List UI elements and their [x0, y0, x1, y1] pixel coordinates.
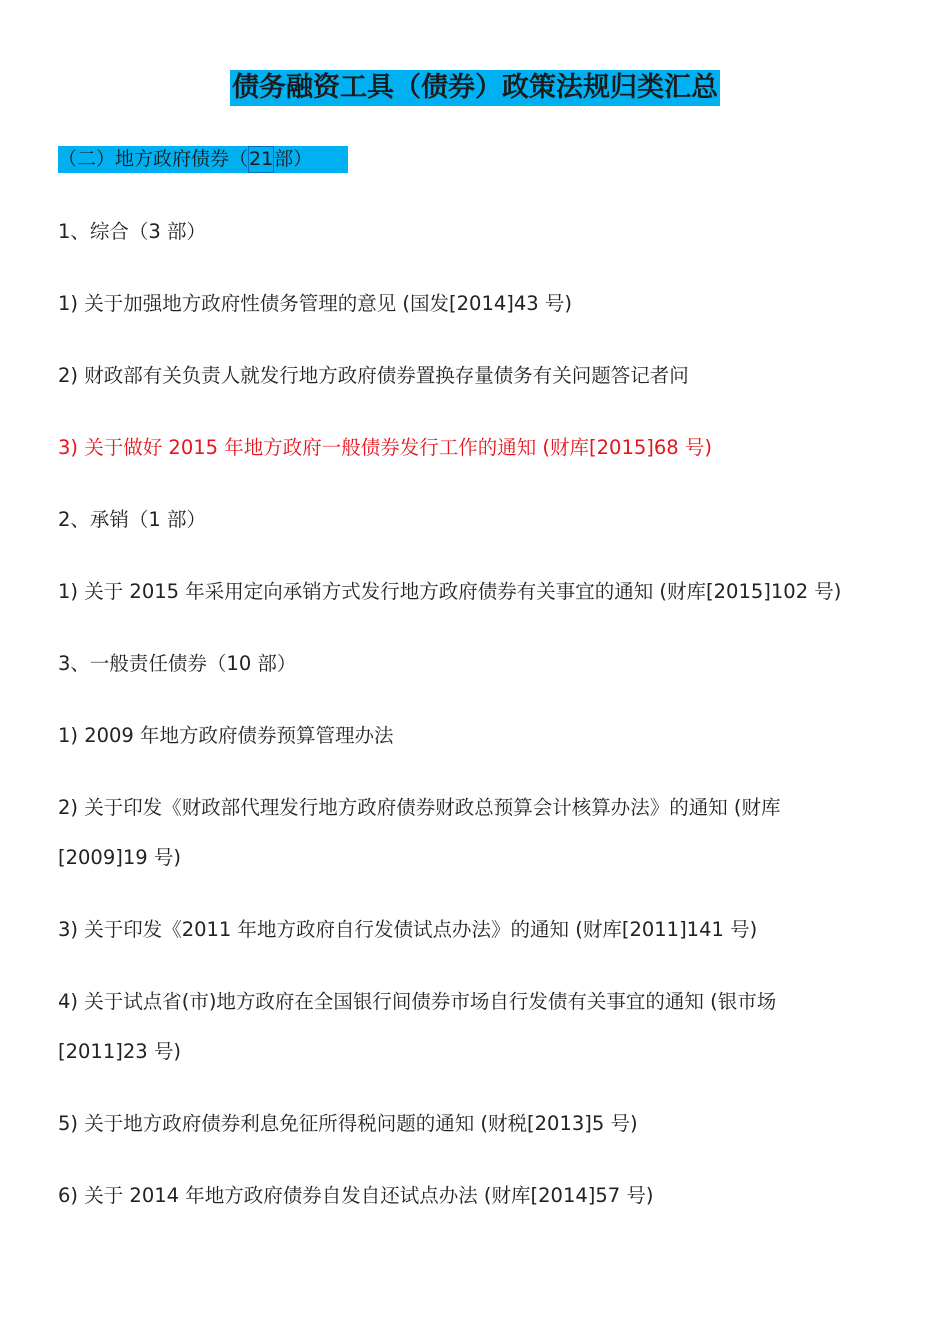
list-item: 1) 2009 年地方政府债券预算管理办法 — [58, 724, 394, 747]
section-heading — [58, 146, 348, 173]
category-heading-general-bonds: 3、一般责任债券（10 部） — [58, 652, 297, 675]
category-heading-comprehensive: 1、综合（3 部） — [58, 220, 207, 243]
list-item: 1) 关于加强地方政府性债务管理的意见 (国发[2014]43 号) — [58, 292, 572, 315]
list-item: 2) 财政部有关负责人就发行地方政府债券置换存量债务有关问题答记者问 — [58, 364, 689, 387]
list-item: 5) 关于地方政府债券利息免征所得税问题的通知 (财税[2013]5 号) — [58, 1112, 638, 1135]
category-heading-underwriting: 2、承销（1 部） — [58, 508, 207, 531]
list-item: 3) 关于印发《2011 年地方政府自行发债试点办法》的通知 (财库[2011]141 号) — [58, 918, 758, 941]
title-container — [0, 70, 950, 106]
list-item-continuation: [2009]19 号) — [58, 846, 181, 869]
list-item-highlighted: 3) 关于做好 2015 年地方政府一般债券发行工作的通知 (财库[2015]68 号) — [58, 436, 713, 459]
list-item: 2) 关于印发《财政部代理发行地方政府债券财政总预算会计核算办法》的通知 (财库 — [58, 796, 781, 819]
list-item: 6) 关于 2014 年地方政府债券自发自还试点办法 (财库[2014]57 号) — [58, 1184, 654, 1207]
document-title: 债务融资工具（债券）政策法规归类汇总 — [230, 70, 720, 106]
section-heading-count: 21 — [248, 146, 274, 173]
list-item: 1) 关于 2015 年采用定向承销方式发行地方政府债券有关事宜的通知 (财库[2015]102 号) — [58, 580, 842, 603]
list-item: 4) 关于试点省(市)地方政府在全国银行间债券市场自行发债有关事宜的通知 (银市场 — [58, 990, 777, 1013]
section-heading-prefix: （二）地方政府债券（ — [58, 148, 249, 170]
list-item-continuation: [2011]23 号) — [58, 1040, 181, 1063]
section-heading-suffix: 部） — [274, 148, 313, 170]
